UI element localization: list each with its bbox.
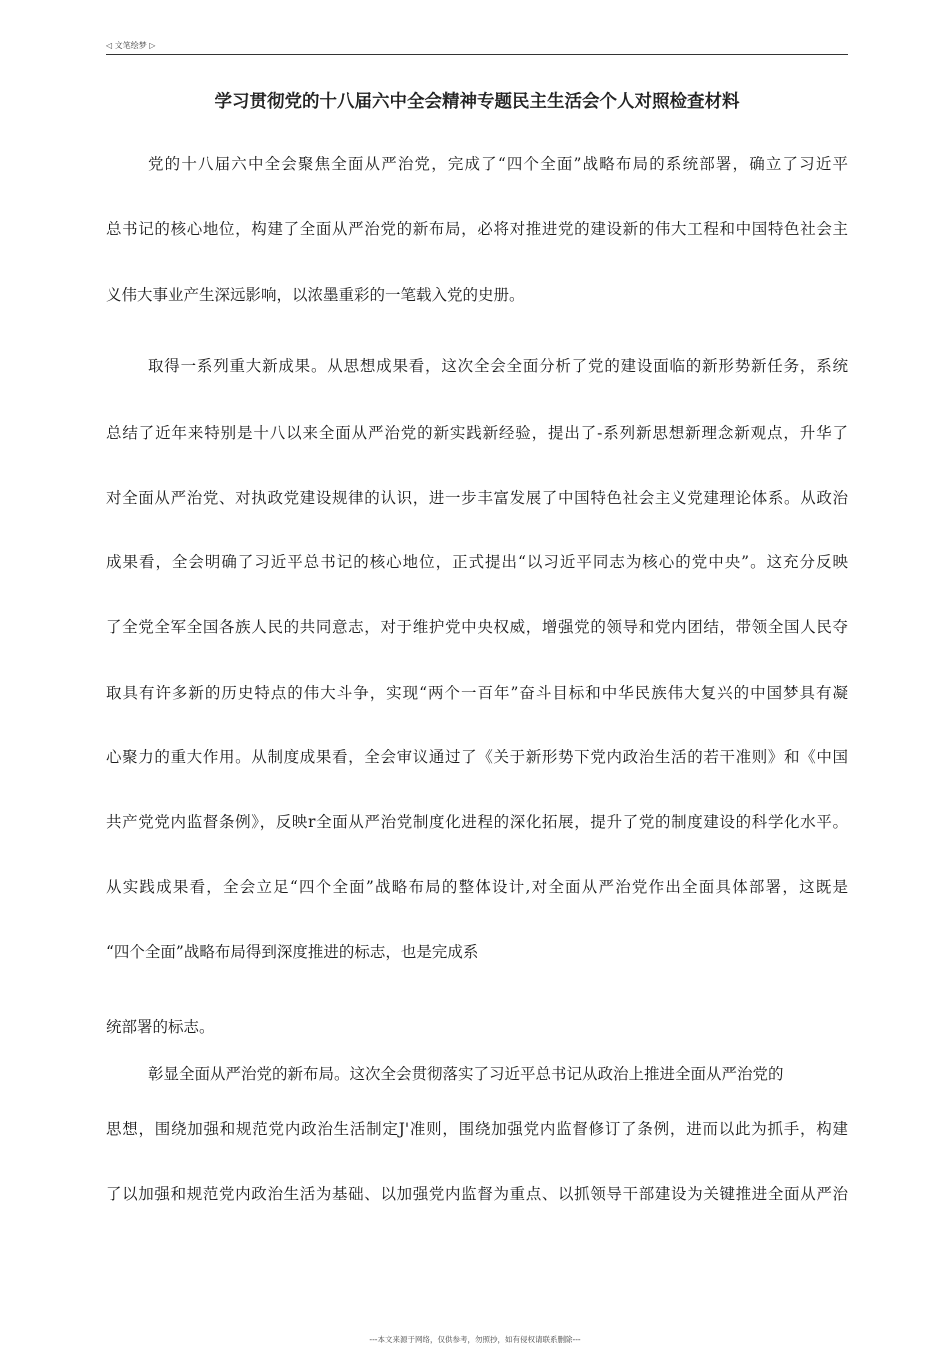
paragraph-2-line-11: 统部署的标志。: [106, 1018, 215, 1036]
paragraph-2-line-2: 总结了近年来特别是十八以来全面从严治党的新实践新经验，提出了-系列新思想新理念新观点，升华了: [106, 424, 848, 442]
paragraph-1-line-3: 义伟大事业产生深远影响，以浓墨重彩的一笔载入党的史册。: [106, 286, 525, 304]
paragraph-3-line-2: 思想，围绕加强和规范党内政治生活制定J'准则，围绕加强党内监督修订了条例，进而以此为抓手，构建: [106, 1120, 848, 1138]
paragraph-2-line-8: 共产党党内监督条例》，反映r全面从严治党制度化进程的深化拓展，提升了党的制度建设的科学化水平。: [106, 813, 848, 831]
page-footer: ---本文来源于网络，仅供参考，勿照抄，如有侵权请联系删除---: [369, 1335, 581, 1344]
paragraph-2-line-10: “四个全面”战略布局得到深度推进的标志，也是完成系: [106, 943, 479, 961]
header-label: ◁ 文笔绘梦 ▷: [106, 41, 156, 50]
paragraph-1-line-2: 总书记的核心地位，构建了全面从严治党的新布局，必将对推进党的建设新的伟大工程和中国特色社会主: [106, 220, 848, 238]
paragraph-2-line-6: 取具有许多新的历史特点的伟大斗争，实现“两个一百年”奋斗目标和中华民族伟大复兴的中国梦具有凝: [106, 684, 848, 702]
paragraph-2-line-7: 心聚力的重大作用。从制度成果看，全会审议通过了《关于新形势下党内政治生活的若干准则》和《中国: [106, 748, 848, 766]
paragraph-2-line-3: 对全面从严治党、对执政党建设规律的认识，进一步丰富发展了中国特色社会主义党建理论体系。从政治: [106, 489, 848, 507]
paragraph-2-line-9: 从实践成果看，全会立足“四个全面”战略布局的整体设计,对全面从严治党作出全面具体部署，这既是: [106, 878, 848, 896]
paragraph-2-line-4: 成果看，全会明确了习近平总书记的核心地位，正式提出“以习近平同志为核心的党中央”。这充分反映: [106, 553, 848, 571]
page-header: [106, 38, 848, 55]
paragraph-3-line-1: 彰显全面从严治党的新布局。这次全会贯彻落实了习近平总书记从政治上推进全面从严治党的: [148, 1065, 784, 1083]
document-title: 学习贯彻党的十八届六中全会精神专题民主生活会个人对照检查材料: [214, 92, 740, 112]
paragraph-2-line-5: 了全党全军全国各族人民的共同意志，对于维护党中央权威，增强党的领导和党内团结，带领全国人民夺: [106, 618, 848, 636]
paragraph-2-line-1: 取得一系列重大新成果。从思想成果看，这次全会全面分析了党的建设面临的新形势新任务，系统: [148, 357, 848, 375]
paragraph-3-line-3: 了以加强和规范党内政治生活为基础、以加强党内监督为重点、以抓领导干部建设为关键推进全面从严治: [106, 1185, 848, 1203]
paragraph-1-line-1: 党的十八届六中全会聚焦全面从严治党，完成了“四个全面”战略布局的系统部署，确立了习近平: [148, 155, 848, 173]
